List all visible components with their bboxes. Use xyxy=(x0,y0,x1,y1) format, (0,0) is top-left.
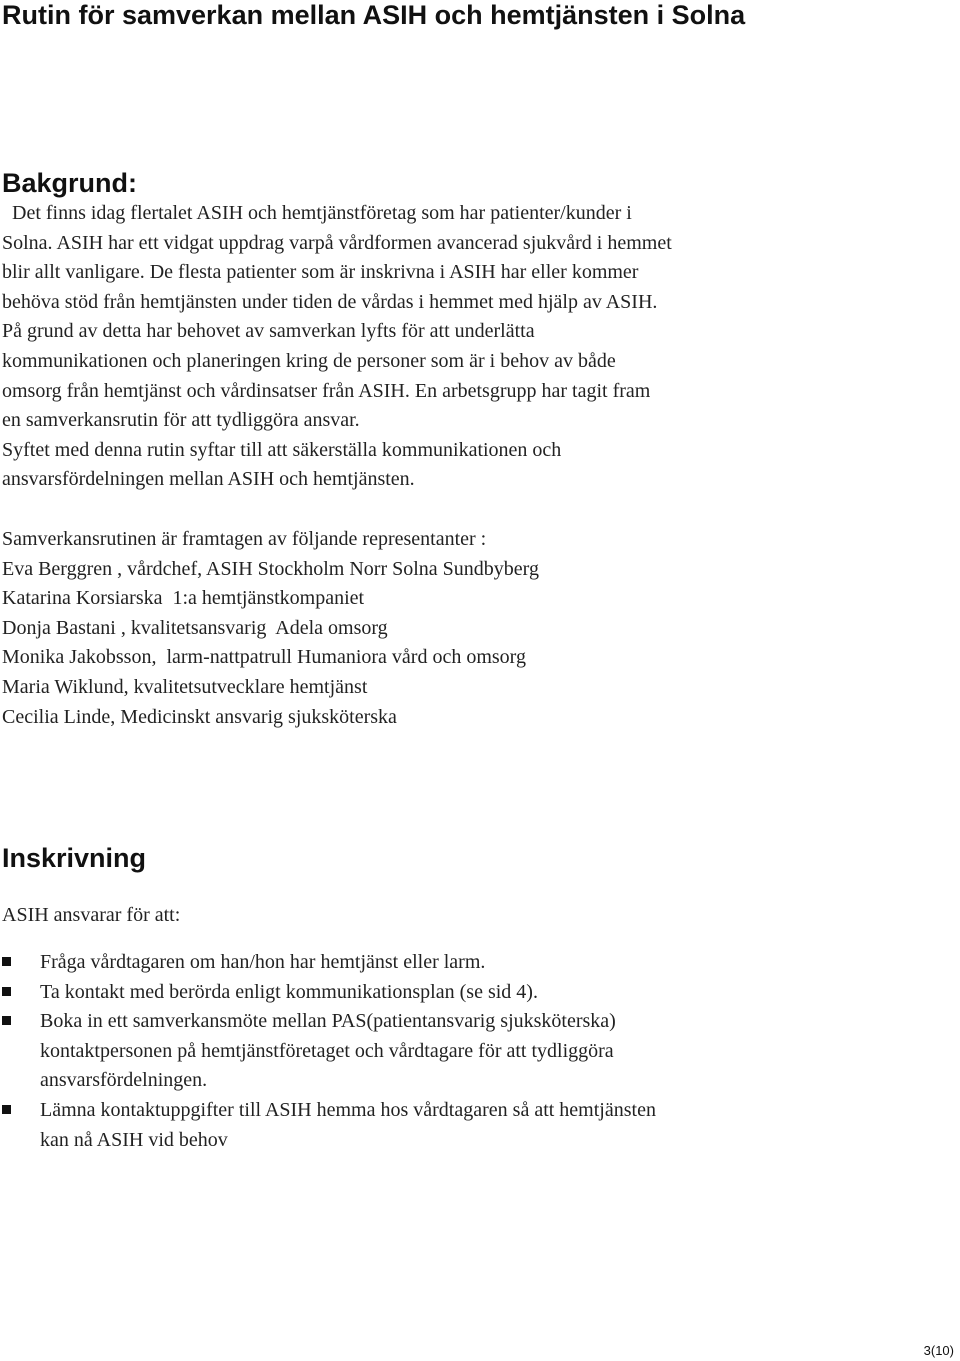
paragraph-line: behöva stöd från hemtjänsten under tiden de vårdas i hemmet med hjälp av ASIH. xyxy=(2,290,658,313)
list-item-text: Fråga vårdtagaren om han/hon har hemtjänst eller larm. xyxy=(40,951,486,973)
paragraph-line: en samverkansrutin för att tydliggöra ansvar. xyxy=(2,409,360,432)
paragraph-line: blir allt vanligare. De flesta patienter som är inskrivna i ASIH har eller kommer xyxy=(2,261,639,284)
representative-item: Donja Bastani , kvalitetsansvarig Adela omsorg xyxy=(2,616,388,639)
square-bullet-icon xyxy=(2,1016,11,1025)
representative-item: Monika Jakobsson, larm-nattpatrull Humaniora vård och omsorg xyxy=(2,646,526,669)
representative-item: Maria Wiklund, kvalitetsutvecklare hemtjänst xyxy=(2,675,368,698)
list-item xyxy=(0,948,656,978)
list-item-text: kan nå ASIH vid behov xyxy=(40,1128,228,1151)
background-paragraph xyxy=(2,199,822,495)
section-heading-inskrivning: Inskrivning xyxy=(2,843,147,873)
square-bullet-icon xyxy=(2,1105,11,1114)
page-number: 3(10) xyxy=(923,1343,954,1358)
square-bullet-icon xyxy=(2,957,11,966)
paragraph-line: Det finns idag flertalet ASIH och hemtjänstföretag som har patienter/kunder i xyxy=(2,202,632,224)
list-item-text: Lämna kontaktuppgifter till ASIH hemma hos vårdtagaren så att hemtjänsten xyxy=(40,1098,656,1121)
representatives-intro: Samverkansrutinen är framtagen av följande representanter : xyxy=(2,528,487,550)
representative-item: Eva Berggren , vårdchef, ASIH Stockholm Norr Solna Sundbyberg xyxy=(2,557,539,580)
paragraph-line: Syftet med denna rutin syftar till att säkerställa kommunikationen och xyxy=(2,438,562,461)
inskrivning-intro: ASIH ansvarar för att: xyxy=(2,904,181,926)
list-item xyxy=(0,978,656,1008)
list-item-text: ansvarsfördelningen. xyxy=(40,1069,208,1092)
paragraph-line: ansvarsfördelningen mellan ASIH och hemtjänsten. xyxy=(2,468,415,491)
list-item-text: Boka in ett samverkansmöte mellan PAS(patientansvarig sjuksköterska) xyxy=(40,1010,616,1033)
square-bullet-icon xyxy=(2,987,11,996)
representative-item: Katarina Korsiarska 1:a hemtjänstkompaniet xyxy=(2,587,365,610)
list-item-text: kontaktpersonen på hemtjänstföretaget och vårdtagare för att tydliggöra xyxy=(40,1039,614,1062)
paragraph-line: omsorg från hemtjänst och vårdinsatser från ASIH. En arbetsgrupp har tagit fram xyxy=(2,379,651,402)
representative-item: Cecilia Linde, Medicinskt ansvarig sjuksköterska xyxy=(2,705,397,728)
representatives-block xyxy=(2,525,539,732)
list-item xyxy=(0,1096,656,1155)
paragraph-line: Solna. ASIH har ett vidgat uppdrag varpå vårdformen avancerad sjukvård i hemmet xyxy=(2,231,672,254)
list-item xyxy=(0,1007,656,1096)
paragraph-line: kommunikationen och planeringen kring de personer som är i behov av både xyxy=(2,349,616,372)
list-item-text: Ta kontakt med berörda enligt kommunikationsplan (se sid 4). xyxy=(40,980,538,1003)
responsibility-list xyxy=(0,948,656,1155)
document-title: Rutin för samverkan mellan ASIH och hemtjänsten i Solna xyxy=(2,0,746,30)
section-heading-bakgrund: Bakgrund: xyxy=(2,168,137,198)
paragraph-line: På grund av detta har behovet av samverkan lyfts för att underlätta xyxy=(2,320,535,343)
